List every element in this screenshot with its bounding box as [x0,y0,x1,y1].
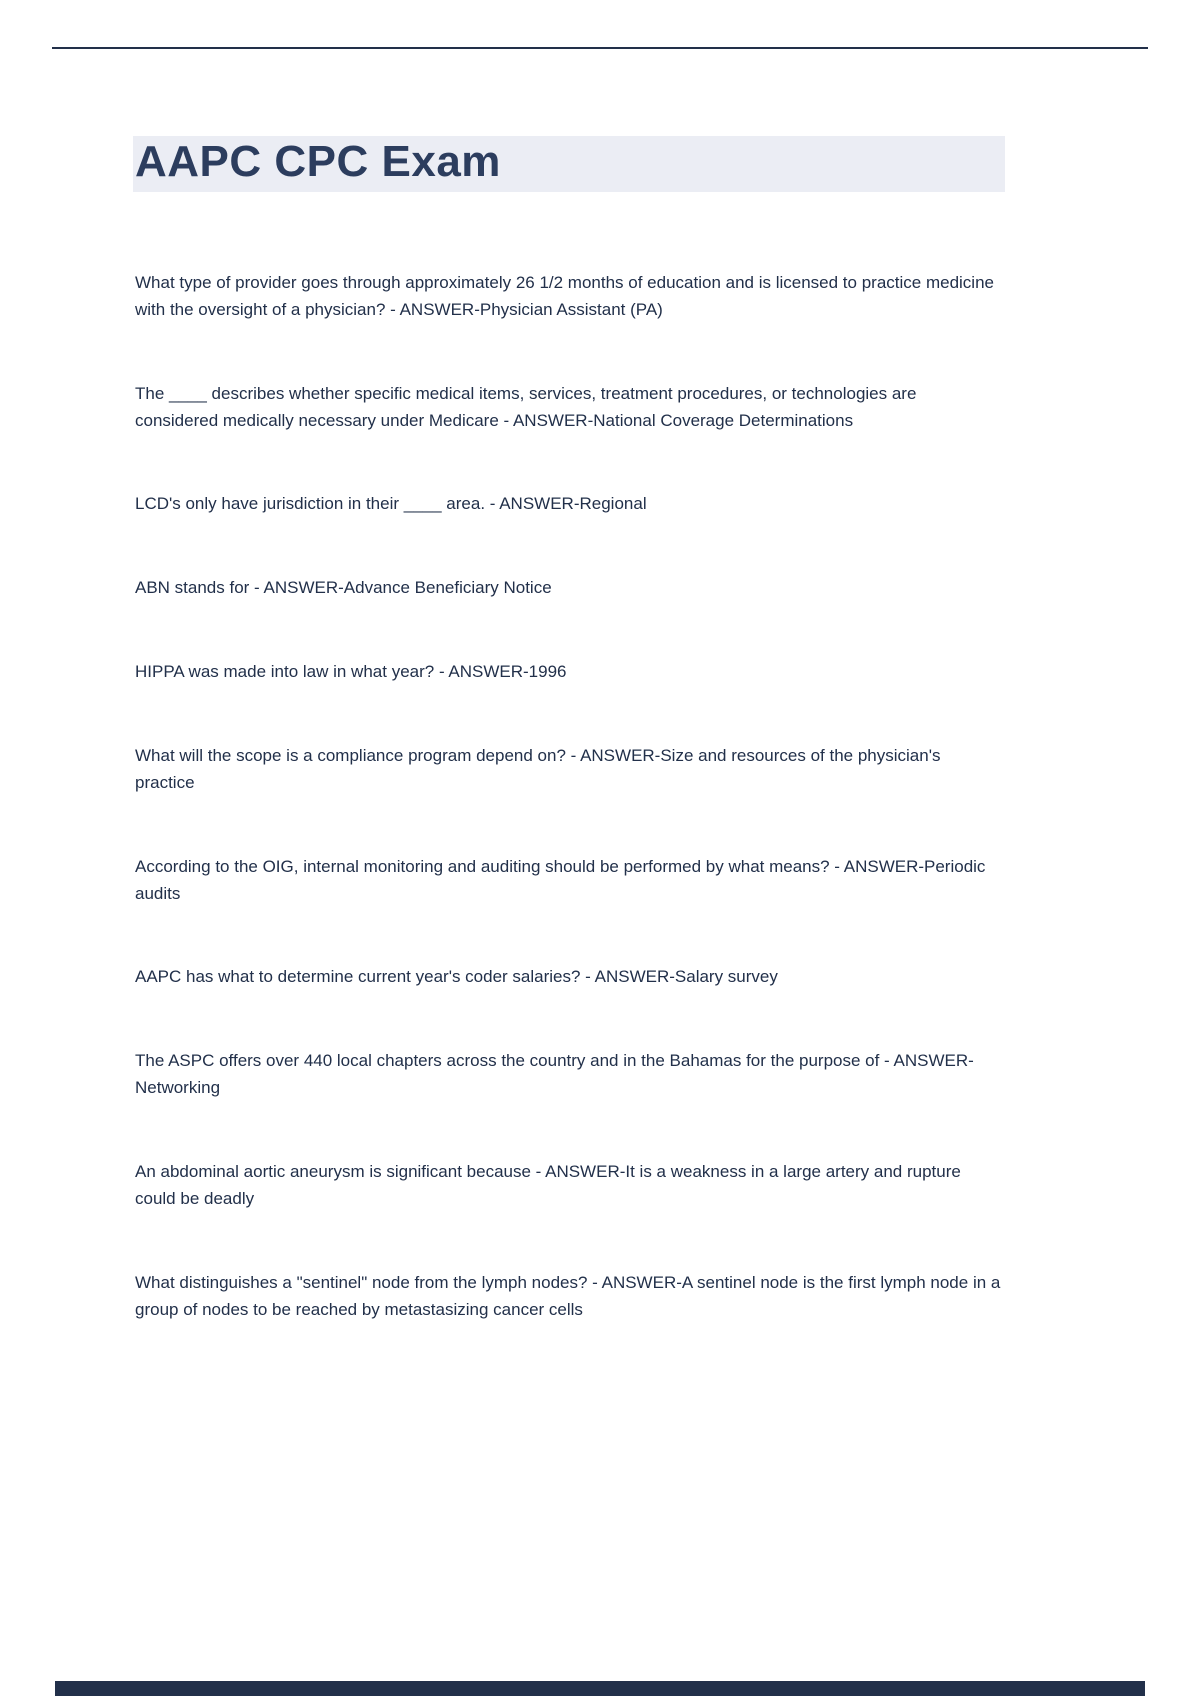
qa-item: An abdominal aortic aneurysm is significant because - ANSWER-It is a weakness in a large artery and rupture could be deadly [135,1162,961,1208]
page-title: AAPC CPC Exam [135,137,501,186]
qa-item: What type of provider goes through approximately 26 1/2 months of education and is licensed to practice medicine with the oversight of a physician? - ANSWER-Physician Assistant (PA) [135,273,994,319]
qa-item: What distinguishes a "sentinel" node from the lymph nodes? - ANSWER-A sentinel node is the first lymph node in a group of nodes to be reached by metastasizing cancer cells [135,1272,1001,1319]
qa-item: The ASPC offers over 440 local chapters across the country and in the Bahamas for the purpose of - ANSWER-Networking [135,1051,974,1098]
bottom-bar [55,1681,1145,1696]
qa-item: According to the OIG, internal monitoring and auditing should be performed by what means? - ANSWER-Periodic audits [135,856,986,903]
qa-item: The ____ describes whether specific medical items, services, treatment procedures, or technologies are considered medically necessary under Medicare - ANSWER-National Coverage Determinations [135,383,917,430]
qa-item: ABN stands for - ANSWER-Advance Beneficiary Notice [135,578,552,598]
qa-item: What will the scope is a compliance program depend on? - ANSWER-Size and resources of the physician's practice [135,746,941,792]
top-rule [52,47,1148,49]
qa-item: LCD's only have jurisdiction in their ____ area. - ANSWER-Regional [135,494,647,514]
title-highlight [133,136,1005,192]
qa-list [135,270,1003,1380]
qa-item: HIPPA was made into law in what year? - ANSWER-1996 [135,662,567,682]
qa-item: AAPC has what to determine current year's coder salaries? - ANSWER-Salary survey [135,967,778,987]
